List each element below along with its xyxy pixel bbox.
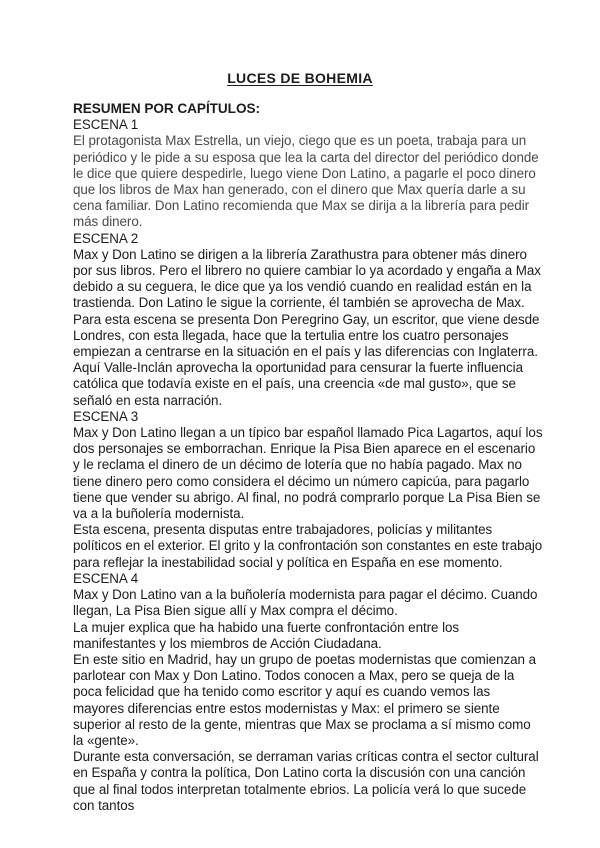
scene-paragraph: Max y Don Latino se dirigen a la librería Zarathustra para obtener más dinero por sus libros. Pero el librero no quiere cambiar lo ya acordado y engaña a Max debido a su ceguera, le dice que ya los vendió cuando en realidad están en la trastienda. Don Latino le sigue la corriente, él también se aprovecha de Max. [73,246,541,311]
scene-label: ESCENA 2 [73,230,139,246]
scene-paragraph: Max y Don Latino llegan a un típico bar español llamado Pica Lagartos, aquí los dos personajes se emborrachan. Enrique la Pisa Bien aparece en el escenario y le reclama el dinero de un décimo de lotería que no había pagado. Max no tiene dinero pero como considera el décimo un número capicúa, para pagarlo tiene que vender su abrigo. Al final, no podrá comprarlo porque La Pisa Bien se va a la buñolería modernista. [73,425,543,522]
scene-paragraph: En este sitio en Madrid, hay un grupo de poetas modernistas que comienzan a parlotear con Max y Don Latino. Todos conocen a Max, pero se queja de la poca felicidad que ha tenido como escritor y aquí es cuando vemos las mayores diferencias entre estos modernistas y Max: el primero se siente superior al resto de la gente, mientras que Max se proclama a sí mismo como la «gente». [73,651,536,748]
scene-paragraph: Esta escena, presenta disputas entre trabajadores, policías y militantes políticos en el exterior. El grito y la confrontación son constantes en este trabajo para reflejar la inestabilidad social y política en España en ese momento. [73,522,543,570]
scene-paragraph: La mujer explica que ha habido una fuerte confrontación entre los manifestantes y los miembros de Acción Ciudadana. [73,619,460,651]
scene-label: ESCENA 4 [73,570,139,586]
scene-paragraph: Para esta escena se presenta Don Peregrino Gay, un escritor, que viene desde Londres, con esta llegada, hace que la tertulia entre los cuatro personajes empiezan a centrarse en la situación en el país y las diferencias con Inglaterra. [73,311,540,360]
scene-paragraph: Max y Don Latino van a la buñolería modernista para pagar el décimo. Cuando llegan, La Pisa Bien sigue allí y Max compra el décimo. [73,587,538,619]
scene-1 [73,117,543,230]
document-body [73,101,543,814]
scene-paragraph: El protagonista Max Estrella, un viejo, ciego que es un poeta, trabaja para un periódico y le pide a su esposa que lea la carta del director del periódico donde le dice que quiere despedirle, luego viene Don Latino, a pagarle el poco dinero que los libros de Max han generado, con el dinero que Max quería darle a su cena familiar. Don Latino recomienda que Max se dirija a la librería para pedir más dinero. [73,133,539,230]
document-title [0,70,600,86]
document-title-text: LUCES DE BOHEMIA [227,70,373,86]
scene-4 [73,571,543,814]
scene-paragraph: Durante esta conversación, se derraman varias críticas contra el sector cultural en España y contra la política, Don Latino corta la discusión con una canción que al final todos interpretan totalmente ebrios. La policía verá lo que sucede con tantos [73,749,539,813]
scene-paragraph: Aquí Valle-Inclán aprovecha la oportunidad para censurar la fuerte influencia católica que todavía existe en el país, una creencia «de mal gusto», que se señaló en esta narración. [73,360,523,408]
scene-label: ESCENA 1 [73,117,139,133]
scene-label: ESCENA 3 [73,408,139,424]
scene-3 [73,409,543,571]
scene-2 [73,231,543,409]
section-heading: RESUMEN POR CAPÍTULOS: [73,101,260,116]
